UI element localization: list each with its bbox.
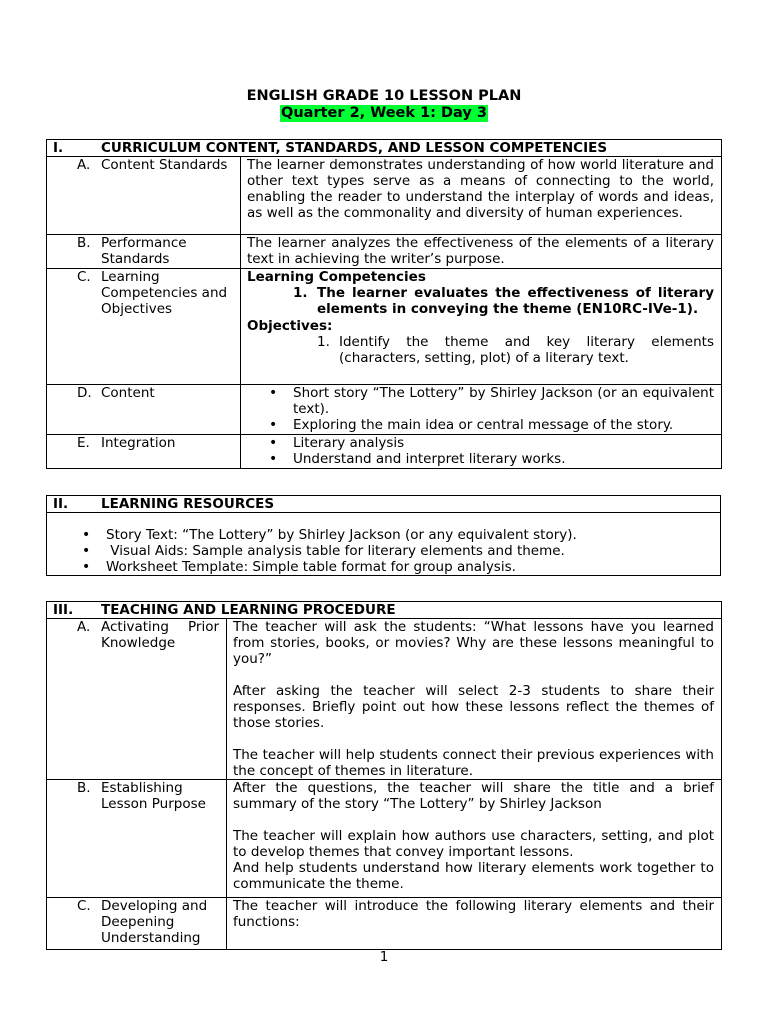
table-row — [47, 385, 722, 435]
table-row — [47, 619, 722, 780]
document-subtitle: Quarter 2, Week 1: Day 3 — [281, 105, 487, 121]
list-item: • Understand and interpret literary works. — [247, 451, 714, 467]
section-heading — [47, 496, 721, 513]
row-label: D. Content — [47, 385, 241, 435]
paragraph: The teacher will explain how authors use characters, setting, and plot to develop themes that convey important lessons. — [233, 828, 714, 860]
section-title: TEACHING AND LEARNING PROCEDURE — [101, 602, 396, 618]
table-row — [47, 435, 722, 469]
table-row — [47, 157, 722, 235]
table-row — [47, 898, 722, 950]
deepening-understanding-cell — [227, 898, 722, 950]
paragraph: After the questions, the teacher will share the title and a brief summary of the story “The Lottery” by Shirley Jackson — [233, 780, 714, 812]
paragraph: After asking the teacher will select 2-3 students to share their responses. Briefly point out how these lessons reflect the themes of those stories. — [233, 683, 714, 731]
list-item: • Visual Aids: Sample analysis table for literary elements and theme. — [53, 543, 713, 559]
section-title: LEARNING RESOURCES — [101, 496, 275, 512]
content-cell — [241, 385, 722, 435]
resources-cell — [47, 513, 721, 576]
table-row — [47, 235, 722, 269]
procedure-table — [46, 601, 722, 950]
section-heading — [47, 140, 722, 157]
section-heading — [47, 602, 722, 619]
row-label: C. Developing and Deepening Understanding — [47, 898, 227, 950]
table-row — [47, 780, 722, 898]
document-header — [0, 87, 768, 122]
list-item: • Worksheet Template: Simple table format for group analysis. — [53, 559, 713, 575]
section-title: CURRICULUM CONTENT, STANDARDS, AND LESSON COMPETENCIES — [101, 140, 608, 156]
activating-knowledge-cell — [227, 619, 722, 780]
list-item: • Story Text: “The Lottery” by Shirley Jackson (or any equivalent story). — [53, 527, 713, 543]
section-numeral: II. — [53, 496, 69, 512]
paragraph: The teacher will help students connect their previous experiences with the concept of themes in literature. — [233, 747, 714, 779]
paragraph: The teacher will ask the students: “What lessons have you learned from stories, books, or movies? Why are these lessons meaningful to you?” — [233, 619, 714, 667]
table-row — [47, 269, 722, 385]
competencies-cell — [241, 269, 722, 385]
paragraph: And help students understand how literary elements work together to communicate the theme. — [233, 860, 714, 892]
objectives-heading: Objectives: — [247, 318, 333, 334]
document-title: ENGLISH GRADE 10 LESSON PLAN — [246, 88, 522, 104]
row-label: A. Activating Prior Knowledge — [47, 619, 227, 780]
row-label: C. Learning Competencies and Objectives — [47, 269, 241, 385]
performance-standards-text: The learner analyzes the effectiveness of the elements of a literary text in achieving the writer’s purpose. — [241, 235, 722, 269]
page-number: 1 — [379, 949, 389, 965]
row-label: E. Integration — [47, 435, 241, 469]
table-row — [47, 513, 721, 576]
row-label: A. Content Standards — [47, 157, 241, 235]
curriculum-table — [46, 139, 722, 469]
integration-cell — [241, 435, 722, 469]
row-label: B. Establishing Lesson Purpose — [47, 780, 227, 898]
competency-item: 1. The learner evaluates the effectiveness of literary elements in conveying the theme (EN10RC-IVe-1). — [293, 285, 714, 317]
resources-table — [46, 495, 721, 576]
list-item: • Exploring the main idea or central message of the story. — [247, 417, 714, 433]
section-numeral: I. — [53, 140, 64, 156]
row-label: B. Performance Standards — [47, 235, 241, 269]
objective-item: 1. Identify the theme and key literary elements (characters, setting, plot) of a literary text. — [317, 334, 714, 366]
lesson-purpose-cell — [227, 780, 722, 898]
paragraph: The teacher will introduce the following literary elements and their functions: — [233, 898, 714, 930]
content-standards-text: The learner demonstrates understanding of how world literature and other text types serve as a means of connecting to the world, enabling the reader to understand the interplay of words and ideas, as well as the commonality and diversity of human experiences. — [241, 157, 722, 235]
competencies-heading: Learning Competencies — [247, 269, 426, 285]
list-item: • Literary analysis — [247, 435, 714, 451]
section-numeral: III. — [53, 602, 74, 618]
list-item: • Short story “The Lottery” by Shirley Jackson (or an equivalent text). — [247, 385, 714, 417]
